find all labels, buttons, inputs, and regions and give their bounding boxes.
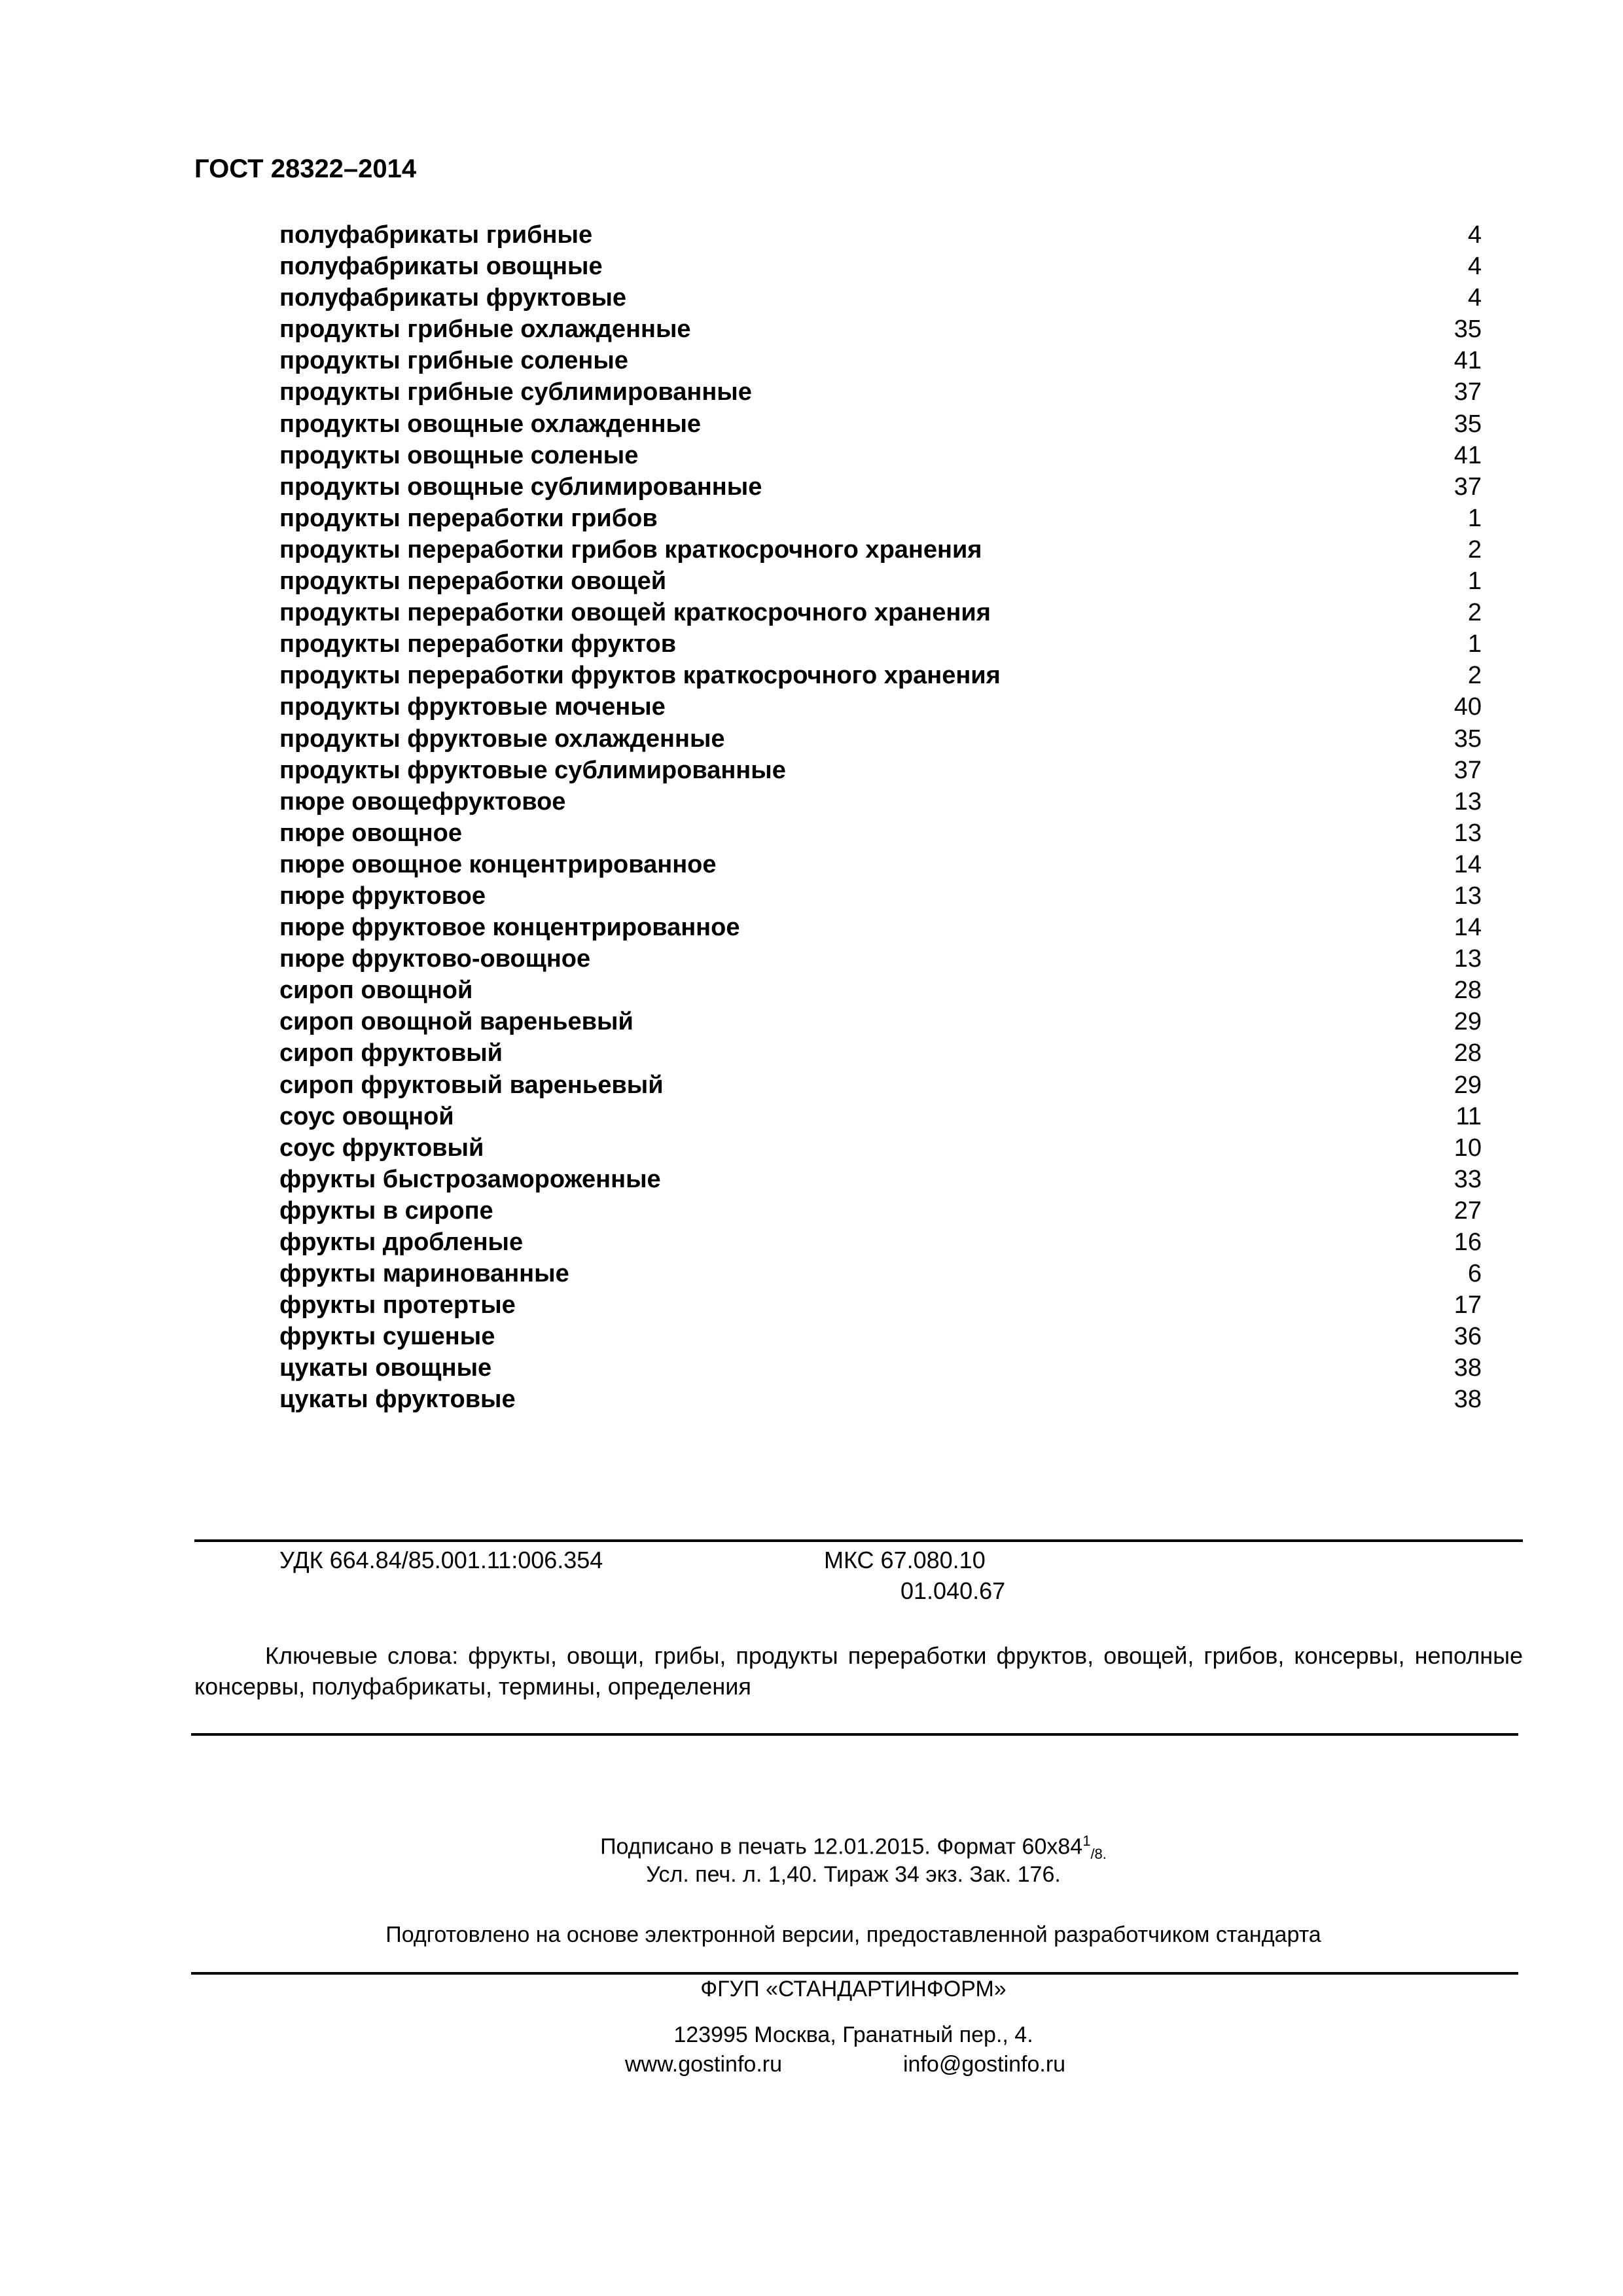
index-page-number: 41 (1454, 441, 1482, 469)
index-term: продукты грибные сублимированные (279, 378, 752, 406)
index-row (279, 1008, 1482, 1039)
document-header: ГОСТ 28322–2014 (194, 154, 417, 183)
index-term: продукты переработки грибов краткосрочного хранения (279, 535, 982, 564)
term-index (279, 221, 1482, 1418)
index-term: фрукты сушеные (279, 1323, 495, 1351)
index-row (279, 253, 1482, 284)
format-sub: /8. (1090, 1846, 1107, 1863)
address: 123995 Москва, Гранатный пер., 4. (673, 2022, 1033, 2047)
index-page-number: 38 (1454, 1386, 1482, 1414)
index-row (279, 851, 1482, 882)
index-page-number: 35 (1454, 315, 1482, 344)
index-page-number: 36 (1454, 1323, 1482, 1351)
index-page-number: 1 (1467, 630, 1482, 658)
index-page-number: 11 (1455, 1102, 1482, 1130)
index-term: соус овощной (279, 1102, 454, 1130)
index-page-number: 4 (1467, 284, 1482, 312)
index-row (279, 882, 1482, 914)
index-row (279, 788, 1482, 819)
signed-text: Подписано в печать 12.01.2015. Формат 60х84 (600, 1834, 1083, 1859)
index-row (279, 1197, 1482, 1229)
index-row (279, 505, 1482, 536)
index-term: сироп фруктовый (279, 1039, 503, 1067)
index-term: фрукты дробленые (279, 1229, 524, 1256)
index-row (279, 410, 1482, 442)
index-page-number: 2 (1467, 599, 1482, 627)
index-term: сироп фруктовый вареньевый (279, 1071, 664, 1099)
index-term: пюре фруктовое (279, 882, 486, 910)
index-term: пюре овощефруктовое (279, 787, 566, 816)
index-term: продукты овощные сублимированные (279, 473, 762, 501)
index-row (279, 599, 1482, 630)
index-row (279, 284, 1482, 315)
index-row (279, 819, 1482, 851)
index-page-number: 29 (1454, 1008, 1482, 1036)
index-page-number: 1 (1467, 504, 1482, 532)
index-term: продукты овощные соленые (279, 441, 639, 469)
index-page-number: 14 (1454, 850, 1482, 878)
index-page-number: 37 (1454, 378, 1482, 406)
index-page-number: 17 (1454, 1291, 1482, 1319)
index-row (279, 1291, 1482, 1323)
index-row (279, 442, 1482, 473)
index-row (279, 1071, 1482, 1103)
index-term: продукты переработки овощей (279, 567, 667, 596)
signed-line (0, 1834, 1623, 1861)
index-term: продукты фруктовые моченые (279, 693, 666, 721)
index-term: продукты грибные соленые (279, 347, 628, 375)
index-term: фрукты в сиропе (279, 1196, 493, 1225)
keywords: Ключевые слова: фрукты, овощи, грибы, продукты переработки фруктов, овощей, грибов, консервы, неполные консервы, полуфабрикаты, термины, определения (194, 1642, 1523, 1700)
index-term: цукаты фруктовые (279, 1386, 516, 1414)
index-row (279, 1103, 1482, 1134)
index-row (279, 221, 1482, 253)
index-row (279, 473, 1482, 505)
divider (191, 1972, 1518, 1975)
index-page-number: 37 (1454, 473, 1482, 501)
index-term: фрукты маринованные (279, 1260, 569, 1288)
index-row (279, 662, 1482, 693)
index-row (279, 1229, 1482, 1260)
divider (191, 1733, 1518, 1736)
publisher: ФГУП «СТАНДАРТИНФОРМ» (700, 1977, 1007, 2001)
index-page-number: 13 (1454, 882, 1482, 910)
index-term: полуфабрикаты грибные (279, 221, 593, 249)
index-page-number: 1 (1467, 567, 1482, 596)
index-row (279, 977, 1482, 1008)
index-term: пюре овощное (279, 819, 462, 847)
index-page-number: 28 (1454, 1039, 1482, 1067)
index-term: полуфабрикаты фруктовые (279, 284, 627, 312)
format-sup: 1 (1082, 1833, 1091, 1849)
index-term: цукаты овощные (279, 1354, 492, 1382)
index-page-number: 4 (1467, 221, 1482, 249)
index-row (279, 1039, 1482, 1071)
prepared-note: Подготовлено на основе электронной версии, предоставленной разработчиком стандарта (385, 1922, 1321, 1947)
index-page-number: 35 (1454, 725, 1482, 753)
index-page-number: 27 (1454, 1196, 1482, 1225)
index-term: полуфабрикаты овощные (279, 253, 603, 281)
index-page-number: 13 (1454, 819, 1482, 847)
index-term: продукты переработки фруктов (279, 630, 677, 658)
index-page-number: 6 (1467, 1260, 1482, 1288)
index-row (279, 693, 1482, 725)
index-page-number: 28 (1454, 977, 1482, 1005)
index-page-number: 2 (1467, 535, 1482, 564)
index-row (279, 536, 1482, 567)
index-row (279, 945, 1482, 977)
divider (194, 1539, 1523, 1542)
print-line: Усл. печ. л. 1,40. Тираж 34 экз. Зак. 176. (646, 1862, 1061, 1887)
index-page-number: 35 (1454, 410, 1482, 438)
index-row (279, 725, 1482, 757)
index-row (279, 1323, 1482, 1354)
index-row (279, 378, 1482, 410)
index-page-number: 38 (1454, 1354, 1482, 1382)
index-row (279, 914, 1482, 945)
index-page-number: 16 (1454, 1229, 1482, 1256)
index-page-number: 29 (1454, 1071, 1482, 1099)
index-term: фрукты протертые (279, 1291, 516, 1319)
index-page-number: 13 (1454, 787, 1482, 816)
index-page-number: 13 (1454, 945, 1482, 973)
index-term: продукты переработки фруктов краткосрочного хранения (279, 662, 1001, 690)
index-term: сироп овощной (279, 977, 473, 1005)
index-term: продукты овощные охлажденные (279, 410, 702, 438)
udk-code: УДК 664.84/85.001.11:006.354 (279, 1547, 603, 1573)
index-page-number: 4 (1467, 253, 1482, 281)
index-page-number: 14 (1454, 914, 1482, 942)
index-term: продукты переработки грибов (279, 504, 658, 532)
index-row (279, 630, 1482, 662)
index-row (279, 347, 1482, 378)
index-term: продукты фруктовые сублимированные (279, 756, 786, 784)
index-term: фрукты быстрозамороженные (279, 1165, 661, 1193)
index-page-number: 2 (1467, 662, 1482, 690)
index-row (279, 315, 1482, 347)
index-row (279, 757, 1482, 788)
index-term: соус фруктовый (279, 1134, 484, 1162)
index-page-number: 41 (1454, 347, 1482, 375)
mks-code-2: 01.040.67 (901, 1577, 1006, 1604)
email-link[interactable]: info@gostinfo.ru (903, 2052, 1066, 2077)
index-page-number: 33 (1454, 1165, 1482, 1193)
index-term: продукты фруктовые охлажденные (279, 725, 725, 753)
index-term: продукты грибные охлажденные (279, 315, 691, 344)
index-term: пюре овощное концентрированное (279, 850, 717, 878)
index-row (279, 1386, 1482, 1417)
index-term: пюре фруктовое концентрированное (279, 914, 740, 942)
index-page-number: 40 (1454, 693, 1482, 721)
index-page-number: 37 (1454, 756, 1482, 784)
index-row (279, 567, 1482, 599)
index-page-number: 10 (1454, 1134, 1482, 1162)
index-row (279, 1354, 1482, 1386)
index-row (279, 1134, 1482, 1166)
mks-code: МКС 67.080.10 (824, 1547, 986, 1573)
index-row (279, 1166, 1482, 1197)
index-term: продукты переработки овощей краткосрочного хранения (279, 599, 991, 627)
index-term: пюре фруктово-овощное (279, 945, 591, 973)
index-row (279, 1260, 1482, 1291)
index-term: сироп овощной вареньевый (279, 1008, 633, 1036)
website-link[interactable]: www.gostinfo.ru (625, 2052, 782, 2077)
